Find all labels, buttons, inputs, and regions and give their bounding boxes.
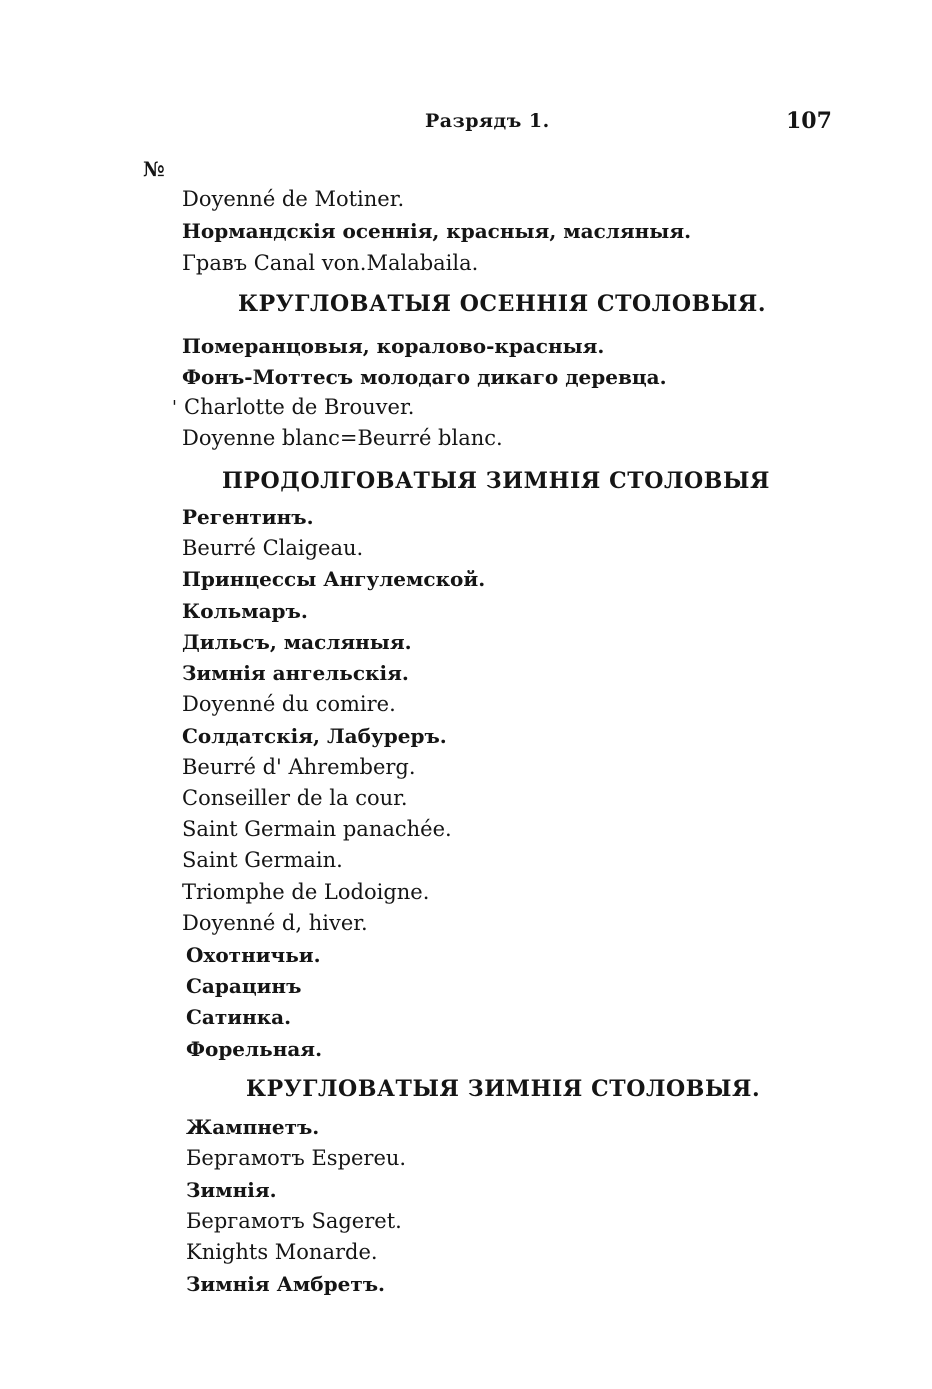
running-head: Разрядъ 1. (425, 110, 550, 132)
list-entry: Фонъ-Моттесъ молодаго дикаго деревца. (182, 365, 667, 389)
list-entry: Knights Monarde. (186, 1240, 378, 1264)
list-entry: Saint Germain. (182, 848, 343, 872)
list-entry: Doyenné du comire. (182, 692, 396, 716)
section-title: ПРОДОЛГОВАТЫЯ ЗИМНІЯ СТОЛОВЫЯ (222, 468, 771, 494)
list-entry: Солдатскія, Лабуреръ. (182, 724, 447, 748)
section-title: КРУГЛОВАТЫЯ ОСЕННІЯ СТОЛОВЫЯ. (238, 291, 767, 317)
stray-mark: ' (172, 397, 177, 418)
list-entry: Бергамотъ Espereu. (186, 1146, 407, 1170)
page-number: 107 (786, 108, 832, 134)
list-entry: Beurré d' Ahremberg. (182, 755, 416, 779)
list-entry: Triomphe de Lodoigne. (182, 880, 430, 904)
list-entry: Нормандскія осеннія, красныя, масляныя. (182, 219, 692, 243)
list-entry: Бергамотъ Sageret. (186, 1209, 402, 1233)
list-entry: Charlotte de Brouver. (184, 395, 415, 419)
list-entry: Зимнія ангельскія. (182, 661, 409, 685)
list-entry: Померанцовыя, коралово-красныя. (182, 334, 605, 358)
list-entry: Beurré Claigeau. (182, 536, 364, 560)
list-entry: Зимнія Амбретъ. (186, 1272, 386, 1296)
list-entry: Жампнетъ. (186, 1115, 320, 1139)
list-entry: Conseiller de la cour. (182, 786, 408, 810)
list-entry: Гравъ Canal von.Malabaila. (182, 251, 479, 275)
list-entry: Сатинка. (186, 1005, 292, 1029)
list-entry: Зимнія. (186, 1178, 277, 1202)
list-entry: Saint Germain panachée. (182, 817, 452, 841)
numero-sign: № (143, 157, 165, 181)
list-entry: Кольмаръ. (182, 599, 308, 623)
list-entry: Doyenne blanc=Beurré blanc. (182, 426, 503, 450)
list-entry: Форельная. (186, 1037, 323, 1061)
section-title: КРУГЛОВАТЫЯ ЗИМНІЯ СТОЛОВЫЯ. (246, 1076, 761, 1102)
list-entry: Принцессы Ангулемской. (182, 567, 486, 591)
list-entry: Дильсъ, масляныя. (182, 630, 412, 654)
list-entry: Doyenné d, hiver. (182, 911, 368, 935)
list-entry: Doyenné de Motiner. (182, 187, 405, 211)
list-entry: Регентинъ. (182, 505, 314, 529)
list-entry: Охотничьи. (186, 943, 321, 967)
list-entry: Сарацинъ (186, 974, 302, 998)
